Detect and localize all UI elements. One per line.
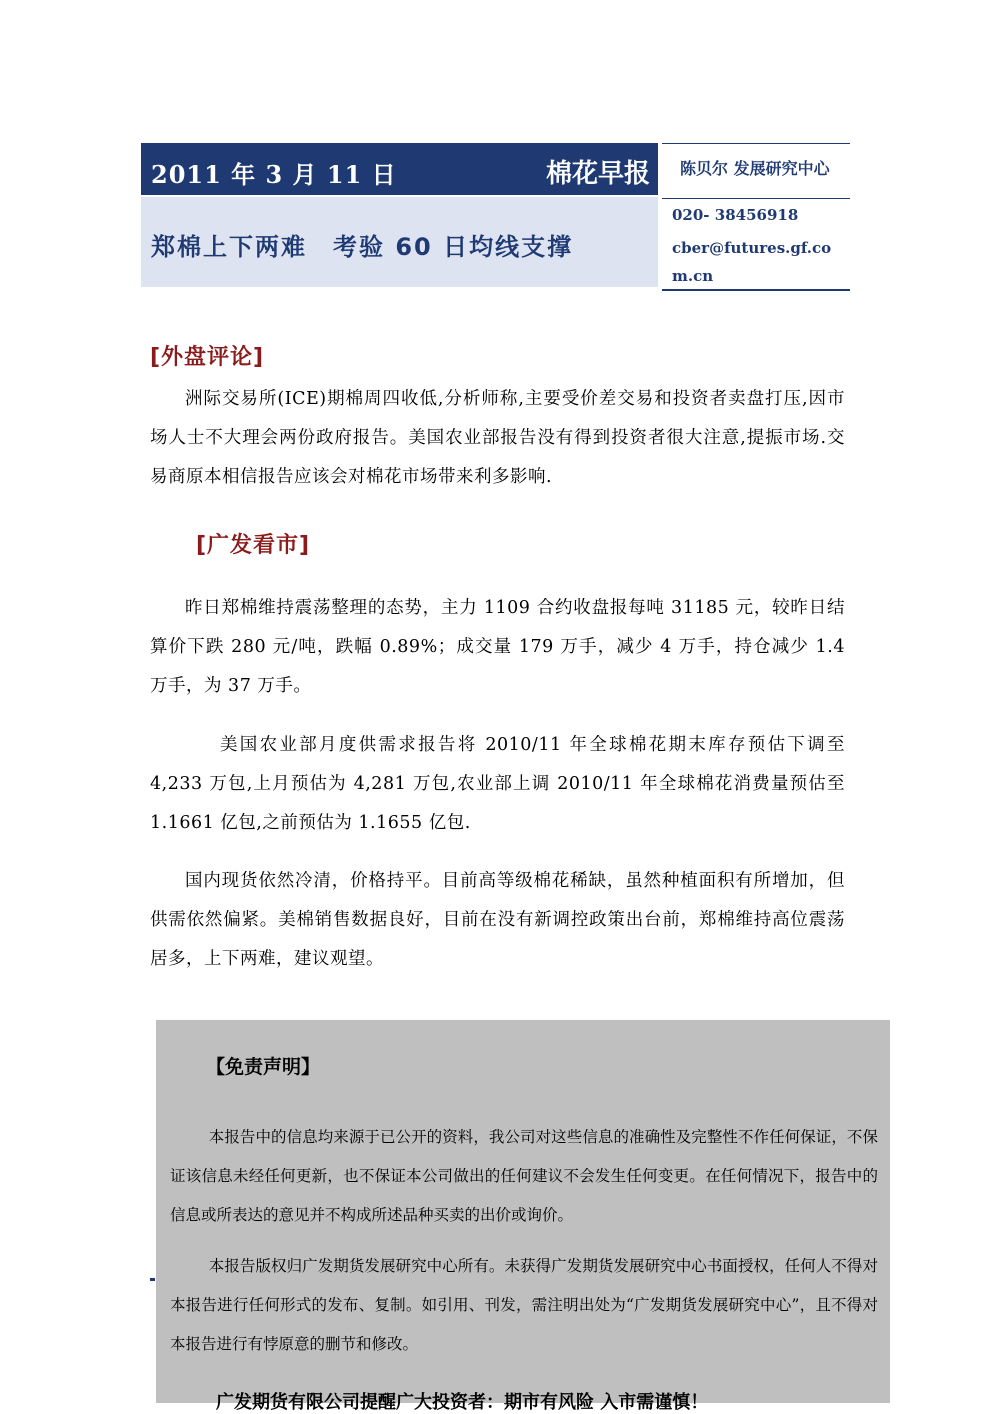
section-heading-gf-view: [广发看市] <box>196 533 311 558</box>
report-header-bar <box>141 143 658 195</box>
author-email[interactable]: cber@futures.gf.com.cn <box>672 239 832 285</box>
paragraph-market-summary: 昨日郑棉维持震荡整理的态势，主力 1109 合约收盘报每吨 31185 元，较昨日结算价下跌 280 元/吨，跌幅 0.89%；成交量 179 万手，减少 4 万手，持仓减少 1.4 万手，为 37 万手。 <box>150 598 845 696</box>
disclaimer-paragraph-info: 本报告中的信息均来源于已公开的资料，我公司对这些信息的准确性及完整性不作任何保证，不保证该信息未经任何更新，也不保证本公司做出的任何建议不会发生任何变更。在任何情况下，报告中的信息或所表达的意见并不构成所述品种买卖的出价或询价。 <box>170 1128 878 1224</box>
disclaimer-box <box>156 1020 890 1413</box>
paragraph-domestic-spot: 国内现货依然冷清，价格持平。目前高等级棉花稀缺，虽然种植面积有所增加，但供需依然偏紧。美棉销售数据良好，目前在没有新调控政策出台前，郑棉维持高位震荡居多，上下两难，建议观望。 <box>150 871 845 969</box>
disclaimer-paragraph-copyright: 本报告版权归广发期货发展研究中心所有。未获得广发期货发展研究中心书面授权，任何人不得对本报告进行任何形式的发布、复制。如引用、刊发，需注明出处为“广发期货发展研究中心”，且不得对本报告进行有悖原意的删节和修改。 <box>170 1257 878 1353</box>
report-brand: 棉花早报 <box>545 159 650 189</box>
report-title: 郑棉上下两难 考验 60 日均线支撑 <box>151 233 574 261</box>
section-heading-overseas: [外盘评论] <box>150 345 265 370</box>
author-box <box>662 143 850 291</box>
paragraph-overseas: 洲际交易所(ICE)期棉周四收低,分析师称,主要受价差交易和投资者卖盘打压,因市场人士不大理会两份政府报告。美国农业部报告没有得到投资者很大注意,提振市场.交易商原本相信报告应该会对棉花市场带来利多影响. <box>150 389 845 487</box>
author-divider <box>662 198 850 199</box>
report-title-bar <box>141 197 658 287</box>
author-name: 陈贝尔 发展研究中心 <box>680 159 830 178</box>
disclaimer-title: 【免责声明】 <box>206 1056 321 1078</box>
report-date: 2011 年 3 月 11 日 <box>151 160 397 189</box>
risk-warning: 广发期货有限公司提醒广大投资者：期市有风险 入市需谨慎！ <box>216 1392 709 1413</box>
paragraph-usda-report: 美国农业部月度供需求报告将 2010/11 年全球棉花期末库存预估下调至 4,233 万包,上月预估为 4,281 万包,农业部上调 2010/11 年全球棉花消费量预估至 1.1661 亿包,之前预估为 1.1655 亿包. <box>150 735 845 833</box>
edge-mark <box>150 1278 155 1281</box>
author-phone: 020- 38456918 <box>672 206 799 224</box>
